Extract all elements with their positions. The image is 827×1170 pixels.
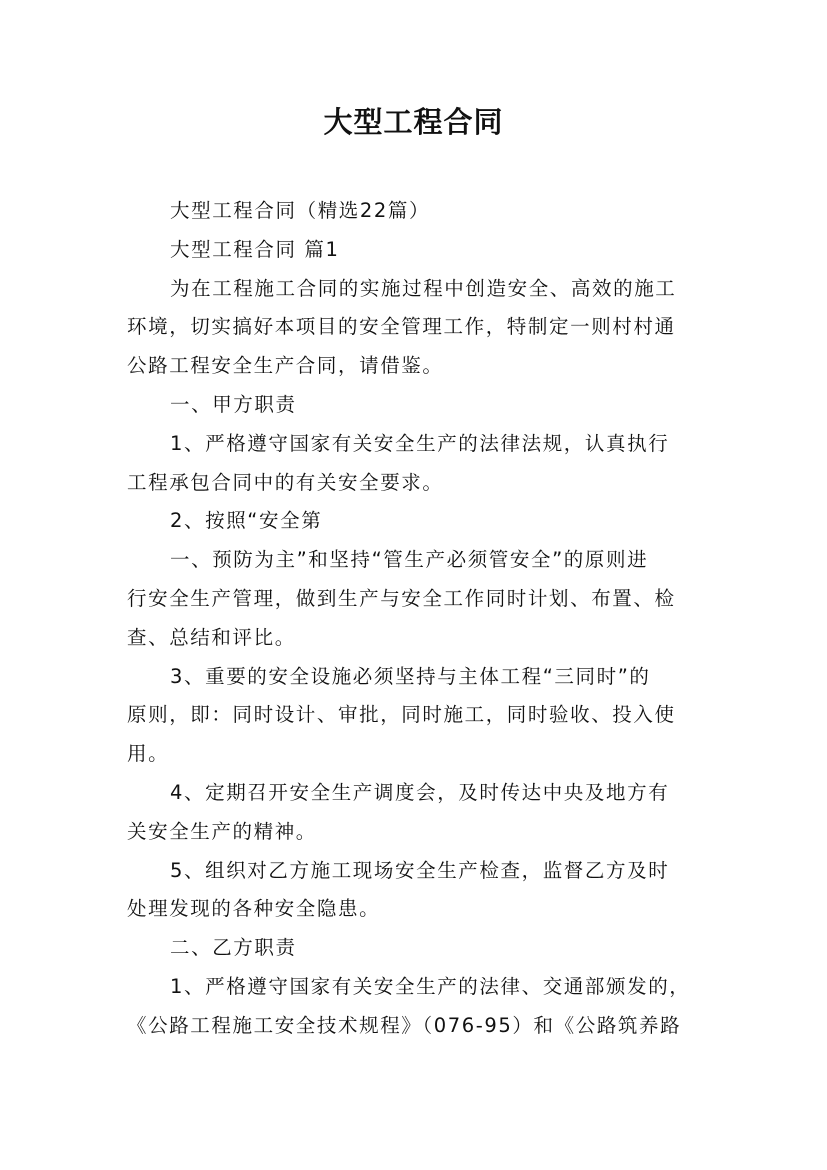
document-line: 为在工程施工合同的实施过程中创造安全、高效的施工: [170, 276, 677, 300]
document-line: 大型工程合同 篇1: [170, 237, 340, 261]
document-line: 一、甲方职责: [170, 392, 297, 416]
document-line: 环境，切实搞好本项目的安全管理工作，特制定一则村村通: [127, 315, 676, 339]
document-line: 关安全生产的精神。: [127, 819, 317, 843]
document-line: 工程承包合同中的有关安全要求。: [127, 470, 444, 494]
document-line: 《公路工程施工安全技术规程》（076-95）和《公路筑养路: [127, 1013, 682, 1037]
document-line: 5、组织对乙方施工现场安全生产检查，监督乙方及时: [170, 858, 670, 882]
document-line: 处理发现的各种安全隐患。: [127, 897, 381, 921]
document-line: 一、预防为主”和坚持“管生产必须管安全”的原则进: [170, 548, 649, 572]
document-line: 行安全生产管理，做到生产与安全工作同时计划、布置、检: [127, 586, 676, 610]
document-line: 查、总结和评比。: [127, 625, 296, 649]
document-line: 原则，即：同时设计、审批，同时施工，同时验收、投入使: [127, 703, 676, 727]
document-line: 2、按照“安全第: [170, 509, 323, 533]
document-line: 公路工程安全生产合同，请借鉴。: [127, 354, 444, 378]
document-line: 二、乙方职责: [170, 936, 297, 960]
document-line: 1、严格遵守国家有关安全生产的法律法规，认真执行: [170, 431, 670, 455]
document-line: 1、严格遵守国家有关安全生产的法律、交通部颁发的，: [170, 974, 691, 998]
document-line: 4、定期召开安全生产调度会，及时传达中央及地方有: [170, 780, 670, 804]
document-line: 大型工程合同（精选22篇）: [170, 199, 431, 222]
document-line: 3、重要的安全设施必须坚持与主体工程“三同时”的: [170, 664, 651, 688]
document-line: 用。: [127, 742, 170, 766]
document-title: 大型工程合同: [323, 105, 504, 139]
document-body: [127, 192, 707, 1046]
